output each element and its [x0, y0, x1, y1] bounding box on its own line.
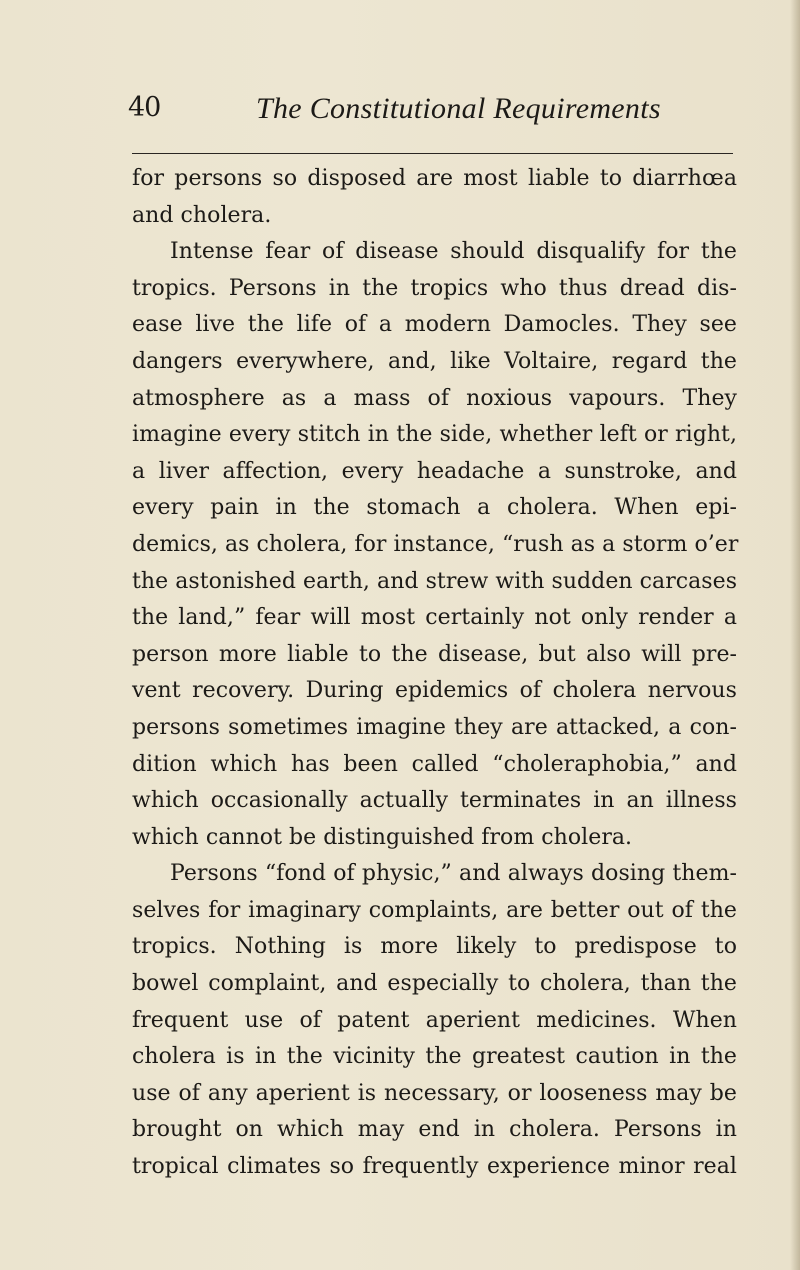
text-line: a liver affection, every headache a sunstroke, and	[132, 458, 737, 484]
page-edge-shadow	[790, 0, 800, 1270]
text-line: dition which has been called “choleraphobia,” and	[132, 751, 737, 777]
text-line: persons sometimes imagine they are attacked, a con-	[132, 714, 737, 740]
body-text	[132, 161, 737, 1186]
header-rule	[132, 153, 733, 154]
text-line: dangers everywhere, and, like Voltaire, regard the	[132, 348, 737, 374]
text-line: which cannot be distinguished from cholera.	[132, 824, 633, 850]
text-line: demics, as cholera, for instance, “rush as a storm o’er	[132, 531, 739, 557]
text-line: for persons so disposed are most liable to diarrhœa	[132, 166, 737, 191]
running-title: The Constitutional Requirements	[256, 92, 661, 125]
text-line: the land,” fear will most certainly not only render a	[132, 605, 737, 631]
text-line: every pain in the stomach a cholera. When epi-	[132, 495, 737, 521]
text-line: person more liable to the disease, but also will pre-	[132, 641, 737, 667]
text-line: the astonished earth, and strew with sudden carcases	[132, 568, 738, 594]
text-line: Intense fear of disease should disqualify for the	[170, 239, 737, 265]
text-line: ease live the life of a modern Damocles. They see	[132, 312, 737, 338]
text-line: cholera is in the vicinity the greatest caution in the	[132, 1044, 737, 1070]
text-line: brought on which may end in cholera. Persons in	[132, 1117, 737, 1143]
page-header	[128, 92, 758, 132]
text-line: which occasionally actually terminates in an illness	[132, 788, 737, 814]
text-line: selves for imaginary complaints, are better out of the	[132, 897, 737, 923]
text-line: tropics. Persons in the tropics who thus dread dis-	[132, 275, 737, 301]
text-line: use of any aperient is necessary, or looseness may be	[132, 1080, 737, 1106]
text-line: vent recovery. During epidemics of cholera nervous	[132, 678, 737, 704]
text-line: bowel complaint, and especially to cholera, than the	[132, 971, 737, 997]
text-line: imagine every stitch in the side, whether left or right,	[132, 422, 737, 448]
text-line: frequent use of patent aperient medicines. When	[132, 1007, 737, 1033]
page-number: 40	[128, 92, 161, 123]
text-line: and cholera.	[132, 202, 272, 228]
text-line: atmosphere as a mass of noxious vapours. They	[132, 385, 737, 411]
text-line: tropical climates so frequently experience minor real	[132, 1154, 737, 1180]
text-line: tropics. Nothing is more likely to predispose to	[132, 934, 737, 960]
text-line: Persons “fond of physic,” and always dosing them-	[170, 861, 737, 887]
